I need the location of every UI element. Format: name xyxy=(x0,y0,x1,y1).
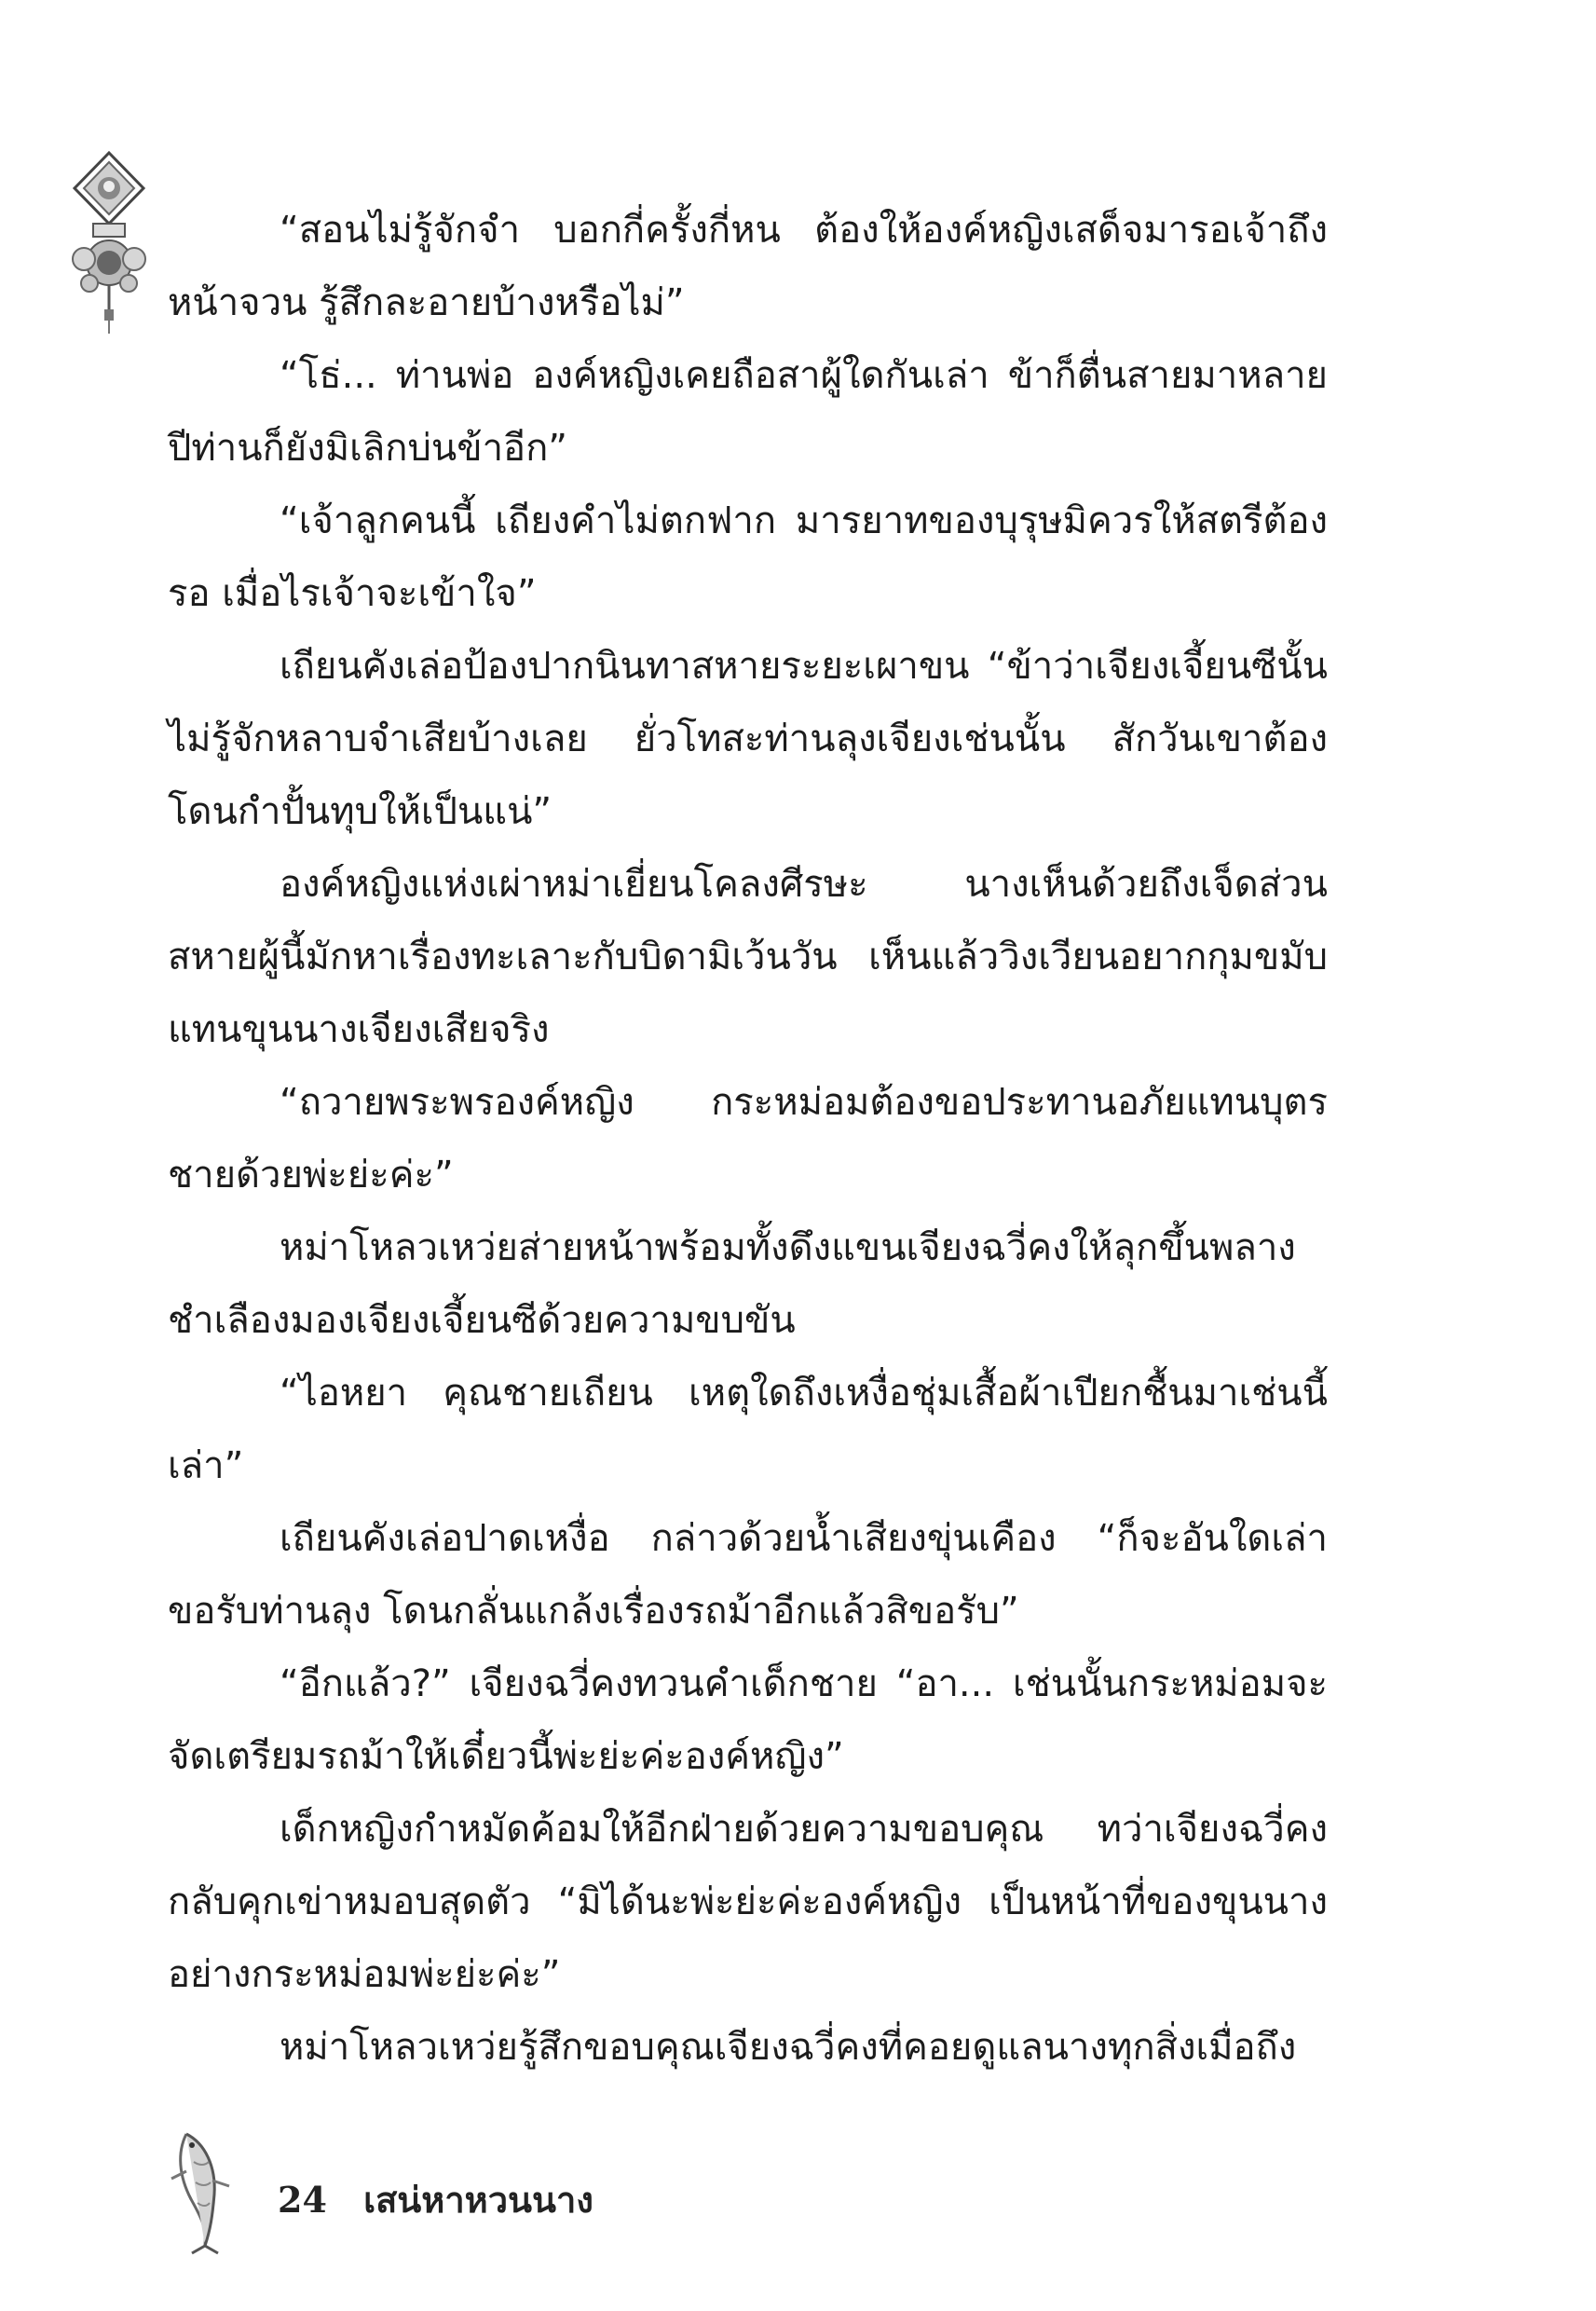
paragraph: หม่าโหลวเหว่ยรู้สึกขอบคุณเจียงฉวี่คงที่คอยดูแลนางทุกสิ่งเมื่อถึง xyxy=(280,2026,1297,2069)
decorative-ornament-icon xyxy=(58,149,160,335)
body-text xyxy=(168,194,1328,2084)
page-number: 24 xyxy=(278,2179,327,2221)
paragraph: องค์หญิงแห่งเผ่าหม่าเยี่ยนโคลงศีรษะ นางเห็นด้วยถึงเจ็ดส่วน สหายผู้นี้มักหาเรื่องทะเลาะกับบิดามิเว้นวัน เห็นแล้ววิงเวียนอยากกุมขมับแทนขุนนางเจียงเสียจริง xyxy=(168,863,1328,1051)
koi-fish-icon xyxy=(158,2125,261,2255)
paragraph: “ถวายพระพรองค์หญิง กระหม่อมต้องขอประทานอภัยแทนบุตรชายด้วยพ่ะย่ะค่ะ” xyxy=(168,1081,1328,1197)
paragraph: เถียนคังเล่อปาดเหงื่อ กล่าวด้วยน้ำเสียงขุ่นเคือง “ก็จะอันใดเล่าขอรับท่านลุง โดนกลั่นแกล้งเรื่องรถม้าอีกแล้วสิขอรับ” xyxy=(168,1517,1328,1633)
folio xyxy=(278,2171,593,2228)
paragraph: “ไอหยา คุณชายเถียน เหตุใดถึงเหงื่อชุ่มเสื้อผ้าเปียกชื้นมาเช่นนี้เล่า” xyxy=(168,1372,1328,1487)
paragraph: เด็กหญิงกำหมัดค้อมให้อีกฝ่ายด้วยความขอบคุณ ทว่าเจียงฉวี่คงกลับคุกเข่าหมอบสุดตัว “มิได้นะพ่ะย่ะค่ะองค์หญิง เป็นหน้าที่ของขุนนางอย่างกระหม่อมพ่ะย่ะค่ะ” xyxy=(168,1808,1328,1996)
book-title: เสน่หาหวนนาง xyxy=(363,2179,593,2221)
page-footer xyxy=(158,2125,717,2255)
paragraph: “อีกแล้ว?” เจียงฉวี่คงทวนคำเด็กชาย “อา... เช่นนั้นกระหม่อมจะจัดเตรียมรถม้าให้เดี๋ยวนี้พ่ะย่ะค่ะองค์หญิง” xyxy=(168,1662,1328,1778)
paragraph: “เจ้าลูกคนนี้ เถียงคำไม่ตกฟาก มารยาทของบุรุษมิควรให้สตรีต้องรอ เมื่อไรเจ้าจะเข้าใจ” xyxy=(168,499,1328,615)
paragraph: “โธ่... ท่านพ่อ องค์หญิงเคยถือสาผู้ใดกันเล่า ข้าก็ตื่นสายมาหลายปีท่านก็ยังมิเลิกบ่นข้าอีก” xyxy=(168,354,1328,470)
paragraph: หม่าโหลวเหว่ยส่ายหน้าพร้อมทั้งดึงแขนเจียงฉวี่คงให้ลุกขึ้นพลางชำเลืองมองเจียงเจี้ยนซีด้วยความขบขัน xyxy=(168,1226,1296,1342)
paragraph: “สอนไม่รู้จักจำ บอกกี่ครั้งกี่หน ต้องให้องค์หญิงเสด็จมารอเจ้าถึงหน้าจวน รู้สึกละอายบ้างหรือไม่” xyxy=(168,209,1328,324)
paragraph: เถียนคังเล่อป้องปากนินทาสหายระยะเผาขน “ข้าว่าเจียงเจี้ยนซีนั้นไม่รู้จักหลาบจำเสียบ้างเลย ยั่วโทสะท่านลุงเจียงเช่นนั้น สักวันเขาต้องโดนกำปั้นทุบให้เป็นแน่” xyxy=(168,645,1328,833)
